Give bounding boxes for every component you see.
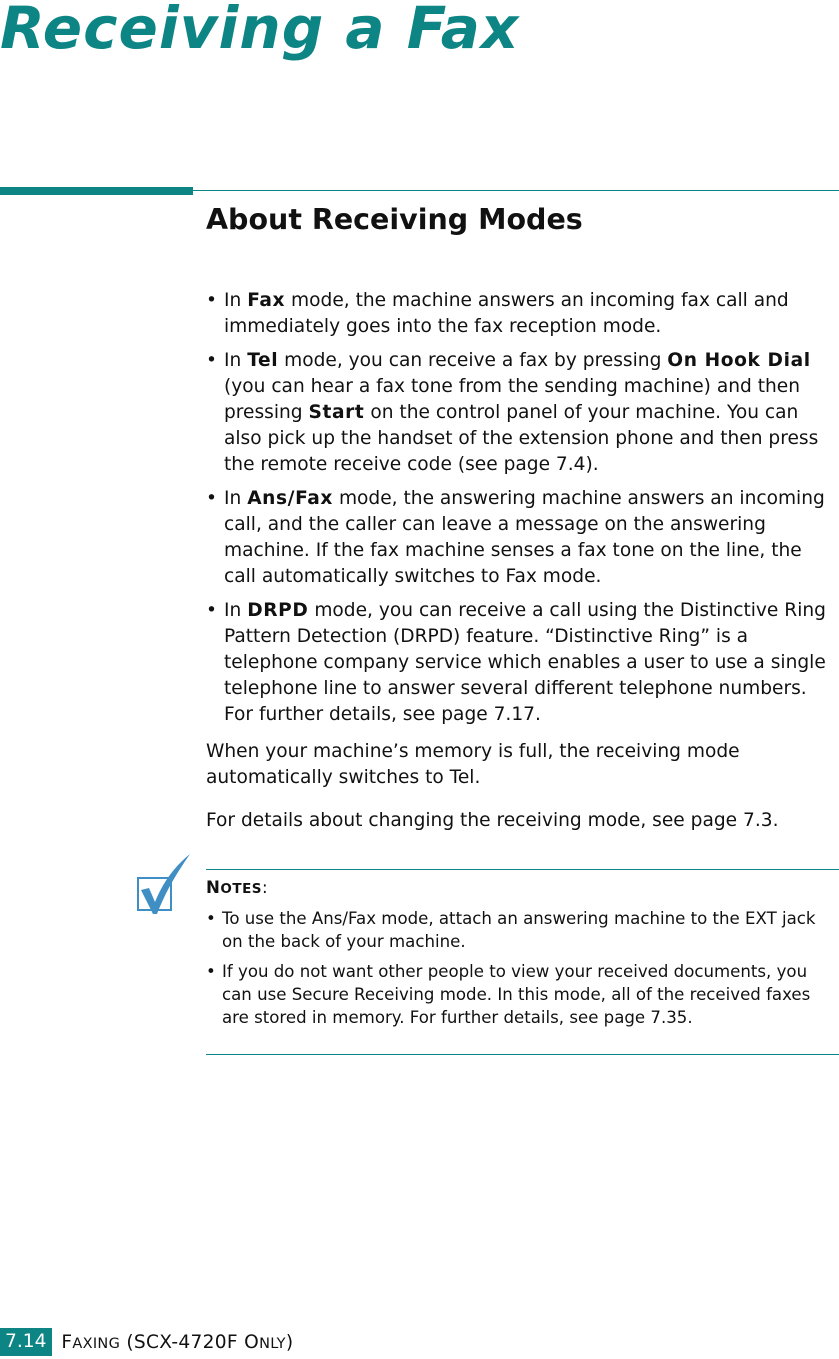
key-term: Start bbox=[308, 402, 365, 423]
bullet-icon: • bbox=[206, 488, 217, 509]
bullet-icon: • bbox=[206, 600, 217, 621]
mode-term: DRPD bbox=[247, 600, 309, 621]
bullet-icon: • bbox=[206, 290, 217, 311]
checkmark-box-icon bbox=[135, 852, 193, 922]
mode-term: Tel bbox=[247, 350, 279, 371]
list-item: • To use the Ans/Fax mode, attach an answering machine to the EXT jack on the back of your machine. bbox=[206, 909, 816, 951]
list-item: • In Fax mode, the machine answers an incoming fax call and immediately goes into the fax reception mode. bbox=[206, 290, 789, 337]
list-item: • In DRPD mode, you can receive a call using the Distinctive Ring Pattern Detection (DRPD) feature. “Distinctive Ring” is a telephone company service which enables a user to use a single telephone line to answer several different telephone numbers. For further details, see page 7.17. bbox=[206, 600, 826, 725]
notes-top-rule bbox=[206, 869, 839, 870]
key-term: On Hook Dial bbox=[667, 350, 811, 371]
mode-term: Fax bbox=[247, 290, 286, 311]
notes-bottom-rule bbox=[206, 1054, 839, 1055]
page-number: 7.14 bbox=[0, 1328, 52, 1356]
page-footer bbox=[0, 1328, 293, 1356]
chapter-label: FAXING (SCX-4720F ONLY) bbox=[61, 1331, 294, 1353]
main-content bbox=[206, 288, 834, 851]
notes-box bbox=[206, 876, 834, 1036]
list-item: • In Tel mode, you can receive a fax by pressing On Hook Dial (you can hear a fax tone from the sending machine) and then pressing Start on the control panel of your machine. You can also pick up the handset of the extension phone and then press the remote receive code (see page 7.4). bbox=[206, 350, 819, 475]
bullet-icon: • bbox=[206, 350, 217, 371]
notes-list bbox=[206, 907, 834, 1029]
page-title: Receiving a Fax bbox=[0, 0, 520, 62]
memory-full-paragraph: When your machine’s memory is full, the receiving mode automatically switches to Tel. bbox=[206, 741, 740, 788]
section-title: About Receiving Modes bbox=[206, 203, 583, 236]
notes-heading: NOTES: bbox=[206, 878, 269, 897]
list-item: • If you do not want other people to view your received documents, you can use Secure Receiving mode. In this mode, all of the received faxes are stored in memory. For further details, see page 7.35. bbox=[206, 962, 811, 1027]
header-rule-accent bbox=[0, 187, 193, 195]
header-rule-line bbox=[193, 190, 839, 191]
list-item: • In Ans/Fax mode, the answering machine answers an incoming call, and the caller can leave a message on the answering machine. If the fax machine senses a fax tone on the line, the call automatically switches to Fax mode. bbox=[206, 488, 825, 587]
receiving-modes-list bbox=[206, 288, 834, 728]
details-paragraph: For details about changing the receiving mode, see page 7.3. bbox=[206, 810, 779, 831]
bullet-icon: • bbox=[206, 962, 216, 981]
mode-term: Ans/Fax bbox=[247, 488, 334, 509]
bullet-icon: • bbox=[206, 909, 216, 928]
